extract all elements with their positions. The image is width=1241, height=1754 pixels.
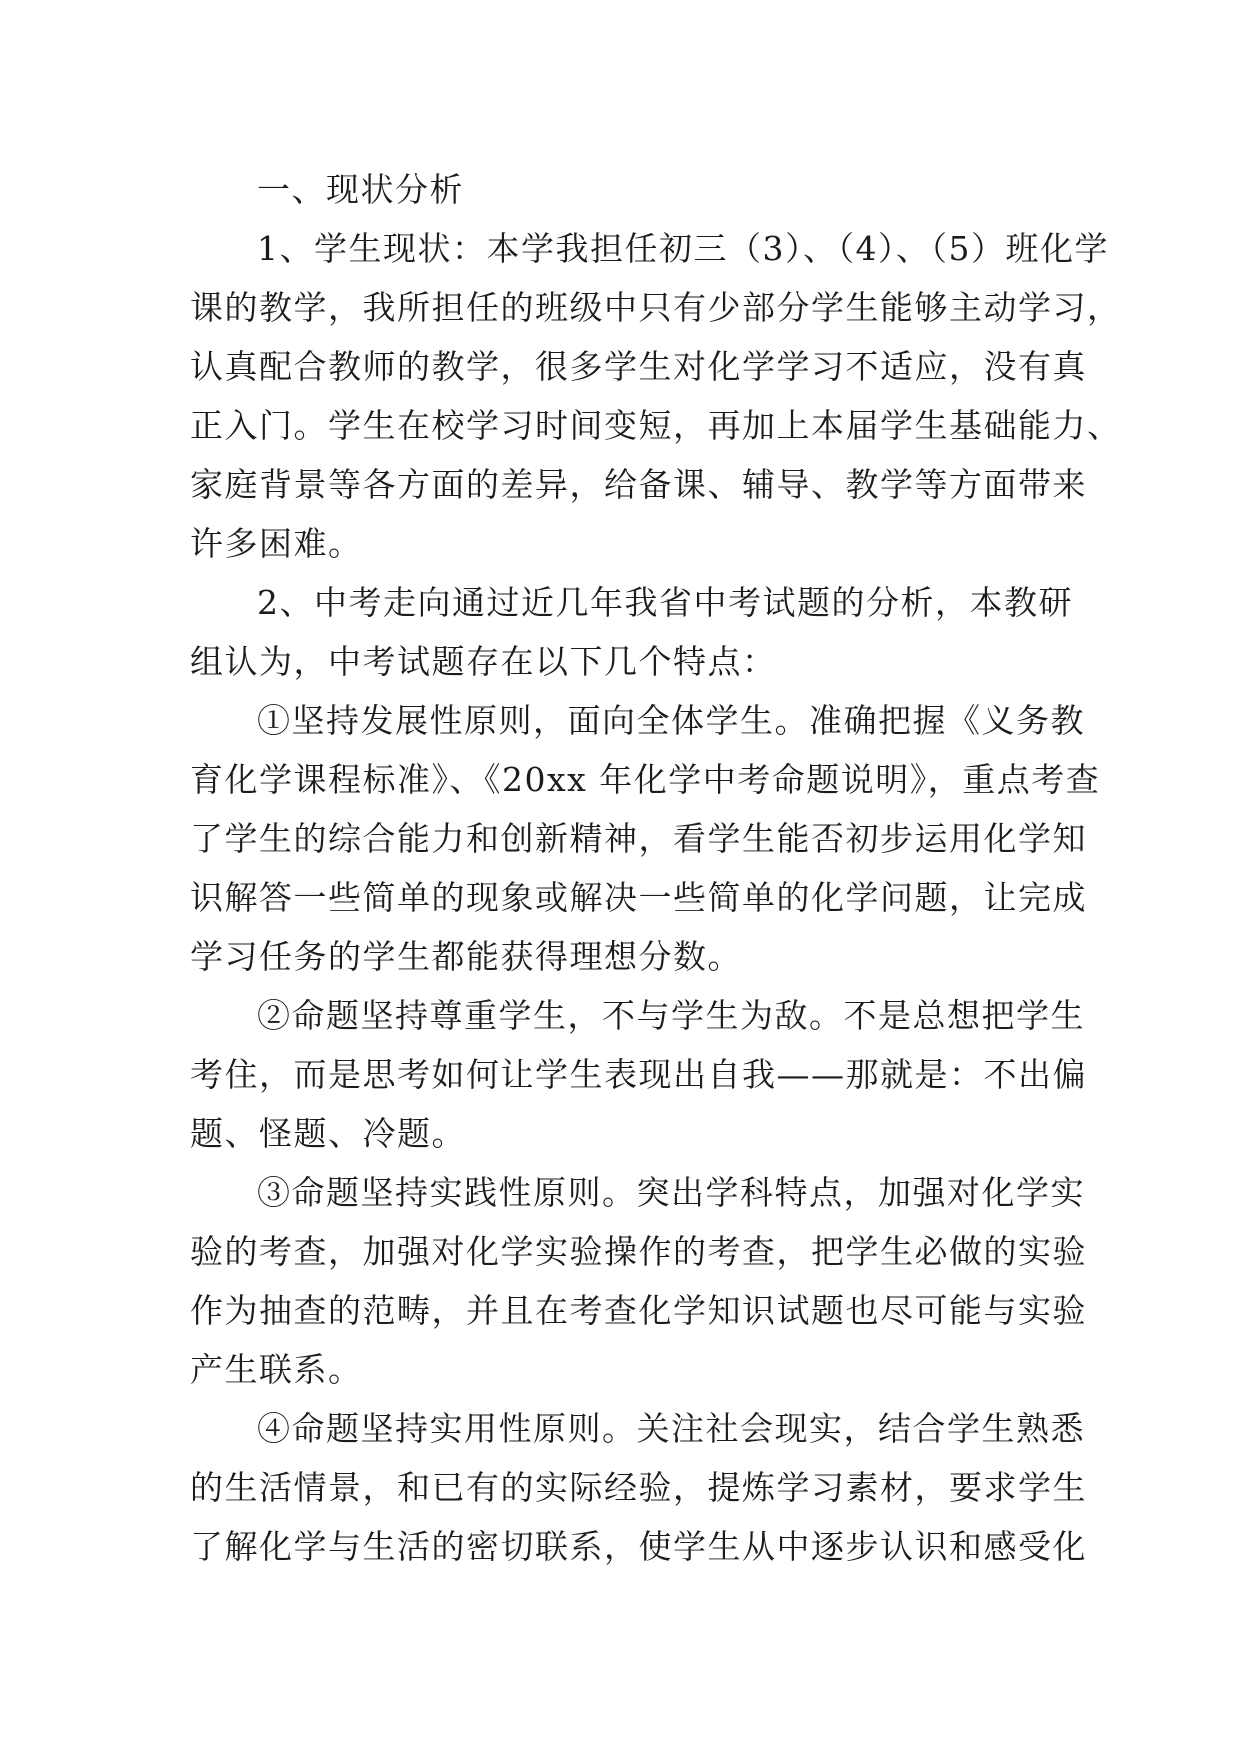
paragraph-line: 2、中考走向通过近几年我省中考试题的分析，本教研 (257, 583, 1073, 622)
section-heading: 一、现状分析 (257, 170, 464, 209)
paragraph-line: ④命题坚持实用性原则。关注社会现实，结合学生熟悉 (257, 1409, 1085, 1448)
paragraph-line: 产生联系。 (190, 1350, 363, 1389)
paragraph-line: 了解化学与生活的密切联系，使学生从中逐步认识和感受化 (190, 1527, 1087, 1566)
paragraph-line: ②命题坚持尊重学生，不与学生为敌。不是总想把学生 (257, 996, 1085, 1035)
paragraph-line: 验的考查，加强对化学实验操作的考查，把学生必做的实验 (190, 1232, 1087, 1271)
paragraph-line: 育化学课程标准》、《20xx 年化学中考命题说明》，重点考查 (190, 760, 1101, 799)
paragraph-line: 认真配合教师的教学，很多学生对化学学习不适应，没有真 (190, 347, 1087, 386)
paragraph-line: 许多困难。 (190, 524, 363, 563)
paragraph-line: 识解答一些简单的现象或解决一些简单的化学问题，让完成 (190, 878, 1087, 917)
paragraph-line: 组认为，中考试题存在以下几个特点： (190, 642, 777, 681)
paragraph-line: 考住，而是思考如何让学生表现出自我——那就是：不出偏 (190, 1055, 1087, 1094)
paragraph-line: 学习任务的学生都能获得理想分数。 (190, 937, 742, 976)
paragraph-line: 1、学生现状：本学我担任初三（3）、（4）、（5）班化学 (257, 229, 1109, 268)
paragraph-line: 正入门。学生在校学习时间变短，再加上本届学生基础能力、 (190, 406, 1122, 445)
paragraph-line: 课的教学，我所担任的班级中只有少部分学生能够主动学习， (190, 288, 1122, 327)
paragraph-line: 家庭背景等各方面的差异，给备课、辅导、教学等方面带来 (190, 465, 1087, 504)
paragraph-line: 了学生的综合能力和创新精神，看学生能否初步运用化学知 (190, 819, 1087, 858)
paragraph-line: 作为抽查的范畴，并且在考查化学知识试题也尽可能与实验 (190, 1291, 1087, 1330)
paragraph-line: ①坚持发展性原则，面向全体学生。准确把握《义务教 (257, 701, 1085, 740)
paragraph-line: ③命题坚持实践性原则。突出学科特点，加强对化学实 (257, 1173, 1085, 1212)
paragraph-line: 题、怪题、冷题。 (190, 1114, 466, 1153)
paragraph-line: 的生活情景，和已有的实际经验，提炼学习素材，要求学生 (190, 1468, 1087, 1507)
document-body (190, 160, 1122, 1576)
